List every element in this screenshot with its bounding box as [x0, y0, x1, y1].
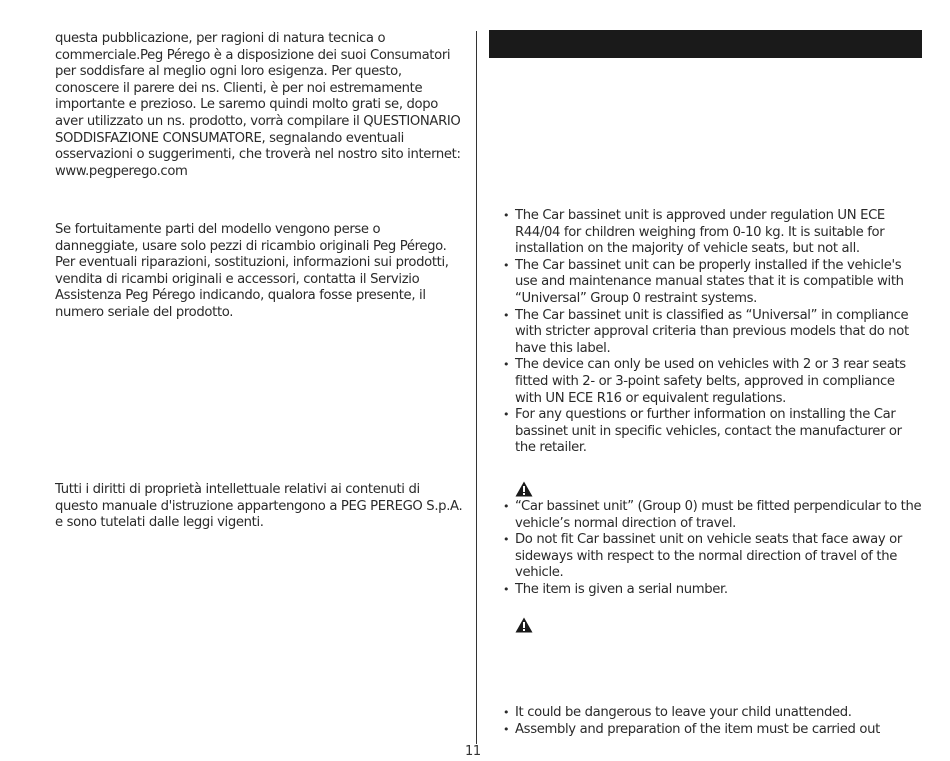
list-item: • The Car bassinet unit is approved under regulation UN ECE R44/04 for children weighing from 0-10 kg. It is suitable for installation on the majority of vehicle seats, but not all.: [503, 208, 923, 258]
approval-bullet-list: [503, 208, 923, 457]
safety-warning-list: [503, 705, 923, 738]
column-divider: [476, 31, 477, 744]
section-header-bar: [489, 30, 922, 58]
list-item: • It could be dangerous to leave your child unattended.: [503, 705, 923, 722]
list-item: • Do not fit Car bassinet unit on vehicle seats that face away or sideways with respect to the normal direction of travel of the vehicle.: [503, 532, 923, 582]
list-item: • The item is given a serial number.: [503, 582, 923, 599]
list-item: • The Car bassinet unit can be properly installed if the vehicle's use and maintenance manual states that it is compatible with “Universal” Group 0 restraint systems.: [503, 258, 923, 308]
intro-paragraph: questa pubblicazione, per ragioni di natura tecnica o commerciale.Peg Pérego è a disposizione dei suoi Consumatori per soddisfare al meglio ogni loro esigenza. Per questo, conoscere il parere dei ns. Clienti, è per noi estremamente importante e prezioso. Le saremo quindi molto grati se, dopo aver utilizzato un ns. prodotto, vorrà compilare il QUESTIONARIO SODDISFAZIONE CONSUMATORE, segnalando eventuali osservazioni o suggerimenti, che troverà nel nostro sito internet: www.pegperego.com: [55, 31, 461, 179]
warning-triangle-icon: [515, 617, 533, 633]
list-item: • The Car bassinet unit is classified as “Universal” in compliance with stricter approval criteria than previous models that do not have this label.: [503, 308, 923, 358]
list-item: • “Car bassinet unit” (Group 0) must be fitted perpendicular to the vehicle’s normal direction of travel.: [503, 499, 923, 532]
warning-triangle-icon: [515, 481, 533, 497]
spare-parts-paragraph: Se fortuitamente parti del modello vengono perse o danneggiate, usare solo pezzi di ricambio originali Peg Pérego. Per eventuali riparazioni, sostituzioni, informazioni sui prodotti, vendita di ricambi originali e accessori, contatta il Servizio Assistenza Peg Pérego indicando, qualora fosse presente, il numero seriale del prodotto.: [55, 222, 449, 320]
list-item: • Assembly and preparation of the item must be carried out: [503, 722, 923, 739]
list-item: • The device can only be used on vehicles with 2 or 3 rear seats fitted with 2- or 3-point safety belts, approved in compliance with UN ECE R16 or equivalent regulations.: [503, 357, 923, 407]
page-number: 11: [465, 744, 481, 759]
copyright-paragraph: Tutti i diritti di proprietà intellettuale relativi ai contenuti di questo manuale d'istruzione appartengono a PEG PEREGO S.p.A. e sono tutelati dalle leggi vigenti.: [55, 482, 463, 531]
list-item: • For any questions or further information on installing the Car bassinet unit in specific vehicles, contact the manufacturer or the retailer.: [503, 407, 923, 457]
installation-warning-list: [503, 499, 923, 599]
